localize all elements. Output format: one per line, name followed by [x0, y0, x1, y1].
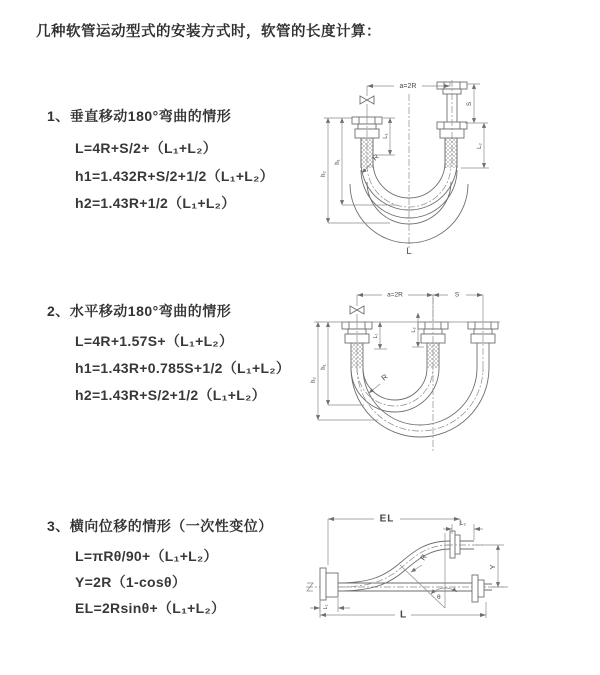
dim-L [320, 598, 486, 621]
svg-text:L: L [399, 609, 407, 621]
section-2-formula-L: L=4R+1.57S+（L₁+L₂） [75, 333, 234, 349]
svg-text:L₂: L₂ [460, 521, 466, 527]
section-2-formula-h1: h1=1.43R+0.785S+1/2（L₁+L₂） [75, 360, 291, 376]
left-flange [320, 568, 338, 600]
valve-icon [360, 86, 374, 117]
dim-EL [328, 514, 460, 565]
section-2-formula-h2: h2=1.43R+S/2+1/2（L₁+L₂） [75, 387, 266, 403]
svg-text:a=2R: a=2R [399, 82, 417, 90]
section-1-formula-h1: h1=1.432R+S/2+1/2（L₁+L₂） [75, 168, 274, 184]
svg-text:R: R [379, 372, 390, 383]
section-3-heading: 3、横向位移的情形（一次性变位） [47, 518, 273, 534]
braided-hose-right [445, 138, 457, 168]
svg-text:a=2R: a=2R [387, 291, 403, 299]
section-3-formula-EL: EL=2Rsinθ+（L₁+L₂） [75, 600, 226, 616]
section-1-formula-L: L=4R+S/2+（L₁+L₂） [75, 140, 218, 156]
svg-text:S: S [466, 101, 473, 107]
section-1-heading: 1、垂直移动180°弯曲的情形 [47, 108, 232, 124]
svg-text:R: R [418, 552, 429, 563]
svg-text:L₁: L₁ [383, 133, 389, 139]
svg-text:h₁: h₁ [335, 159, 341, 165]
dim-S [465, 84, 488, 123]
section-1-formula-h2: h2=1.43R+1/2（L₁+L₂） [75, 195, 236, 211]
dim-L1 [373, 322, 387, 349]
svg-text:θ: θ [437, 594, 441, 601]
lower-right-flange [472, 575, 492, 602]
svg-text:L₂: L₂ [477, 143, 483, 149]
svg-text:h₁: h₁ [321, 364, 327, 370]
svg-text:L₂: L₂ [411, 327, 417, 333]
valve-icon [350, 295, 364, 322]
svg-text:h₂: h₂ [321, 171, 327, 177]
diagram-horizontal-180-bend [300, 283, 570, 463]
page-title: 几种软管运动型式的安装方式时，软管的长度计算： [36, 24, 381, 40]
section-2-heading: 2、水平移动180°弯曲的情形 [47, 303, 232, 319]
dim-L2 [443, 521, 483, 540]
svg-text:L₁: L₁ [323, 604, 329, 610]
svg-text:Y: Y [488, 564, 497, 570]
section-3-formula-L: L=πRθ/90+（L₁+L₂） [75, 548, 218, 564]
dim-L1 [310, 598, 350, 612]
section-3-formula-Y: Y=2R（1-cosθ） [75, 574, 187, 590]
svg-text:S: S [454, 291, 460, 299]
diagram-vertical-180-bend [298, 72, 558, 257]
svg-text:h₂: h₂ [311, 377, 317, 383]
upper-right-flange [446, 531, 484, 558]
length-label-L: L [406, 246, 412, 257]
hose-outline-pos1-inner [363, 343, 427, 400]
svg-text:L₁: L₁ [373, 333, 379, 339]
dim-a2R [357, 292, 483, 321]
diagram-lateral-displacement [298, 503, 588, 653]
hose-displaced-position [338, 541, 450, 591]
hose-outline-pos2-outer [351, 368, 489, 437]
svg-text:EL: EL [379, 513, 395, 525]
dim-L2 [461, 123, 489, 168]
svg-text:R: R [370, 152, 381, 163]
